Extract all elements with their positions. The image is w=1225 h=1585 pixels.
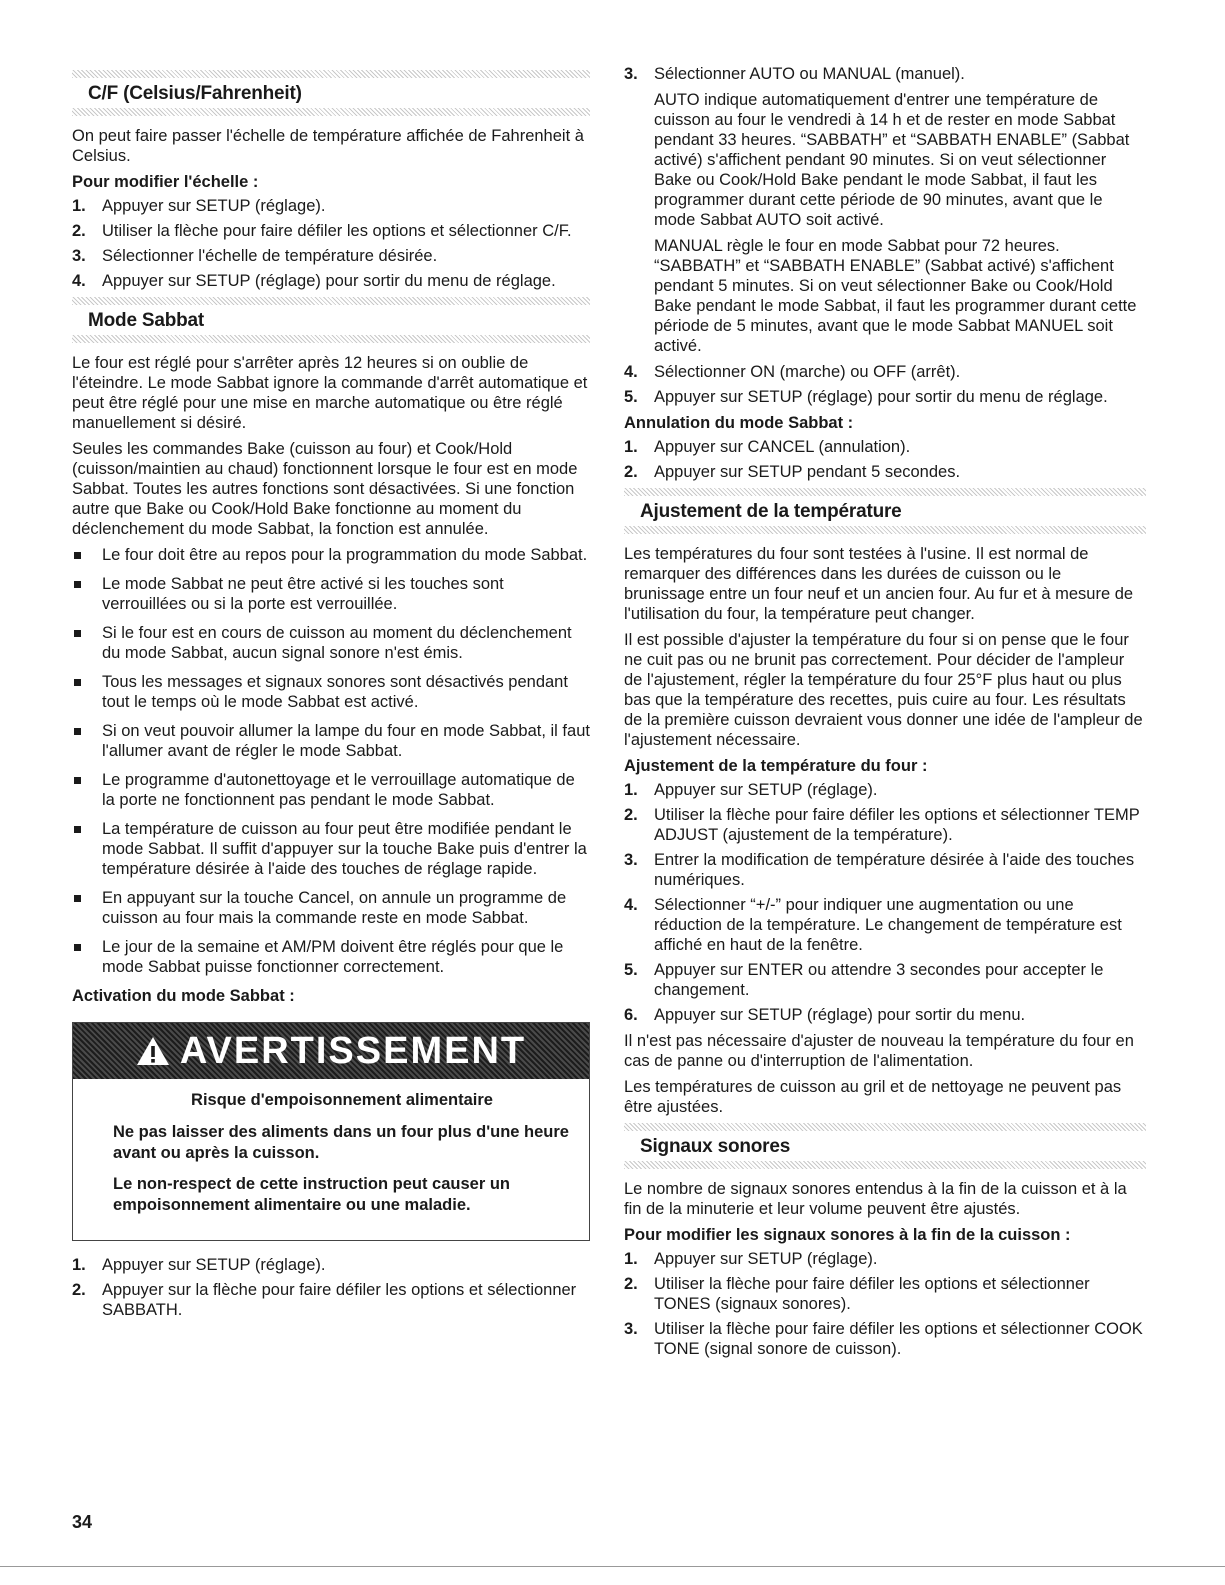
section-header-tones [624,1123,1146,1169]
subheading: Ajustement de la température du four : [624,757,928,775]
list-item: Le mode Sabbat ne peut être activé si les touches sont verrouillées ou si la porte est verrouillée. [72,574,590,614]
list-item: 1. Appuyer sur SETUP (réglage). [624,781,878,799]
section-header-sabbath [72,297,590,343]
paragraph: MANUAL règle le four en mode Sabbat pour 72 heures. “SABBATH” et “SABBATH ENABLE” (Sabbat activé) s'affichent pendant 5 minutes. Si on veut sélectionner Bake ou Cook/Hold Bake pendant le mode Sabbat, il faut les programmer durant cette période de 5 minutes, avant que le mode Sabbat MANUEL soit activé. [654,237,1137,355]
bullet-list-sabbath [72,545,590,977]
steps-list-temp-adjust [624,780,1146,1025]
list-item: Le jour de la semaine et AM/PM doivent être réglés pour que le mode Sabbat puisse fonctionner correctement. [72,937,590,977]
list-item: 3. Entrer la modification de température désirée à l'aide des touches numériques. [624,851,1135,889]
list-item: 5. Appuyer sur ENTER ou attendre 3 secondes pour accepter le changement. [624,961,1104,999]
warning-triangle-icon [136,1036,170,1066]
paragraph: Les températures du four sont testées à l'usine. Il est normal de remarquer des différences dans les durées de cuisson ou le brunissage entre un four neuf et un ancien four. Au fur et à mesure de l'utilisation du four, la température peut changer. [624,545,1134,623]
list-item: 3. Sélectionner AUTO ou MANUAL (manuel). [624,65,965,83]
paragraph: Il est possible d'ajuster la température du four si on pense que le four ne cuit pas ou ne brunit pas correctement. Pour décider de l'ampleur de l'ajustement, régler la température du four 25°F plus haut ou plus bas que la température des recettes, puis cuire au four. Les résultats de la première cuisson devraient vous donner une idée de l'ampleur de l'ajustement nécessaire. [624,631,1143,749]
section-title: Mode Sabbat [88,310,205,331]
list-item: 4. Sélectionner ON (marche) ou OFF (arrêt). [624,363,961,381]
section-title: Signaux sonores [640,1136,791,1157]
list-item: La température de cuisson au four peut être modifiée pendant le mode Sabbat. Il suffit d'appuyer sur la touche Bake puis d'entrer la température désirée à l'aide des touches de réglage rapide. [72,819,590,879]
bullet-icon [74,826,81,833]
list-item: En appuyant sur la touche Cancel, on annule un programme de cuisson au four mais la commande reste en mode Sabbat. [72,888,590,928]
paragraph: Les températures de cuisson au gril et de nettoyage ne peuvent pas être ajustées. [624,1078,1122,1116]
paragraph: Le nombre de signaux sonores entendus à la fin de la cuisson et à la fin de la minuterie et leur volume peuvent être ajustés. [624,1180,1127,1218]
bullet-icon [74,895,81,902]
bullet-icon [74,581,81,588]
paragraph: Il n'est pas nécessaire d'ajuster de nouveau la température du four en cas de panne ou d'interruption de l'alimentation. [624,1032,1134,1070]
warning-box [72,1022,590,1241]
section-header-temp-adjust [624,488,1146,534]
list-item: 2. Utiliser la flèche pour faire défiler les options et sélectionner TEMP ADJUST (ajustement de la température). [624,806,1140,844]
list-item: 5. Appuyer sur SETUP (réglage) pour sortir du menu de réglage. [624,388,1108,406]
list-item: 1. Appuyer sur SETUP (réglage). [72,1256,326,1274]
warning-banner [73,1023,589,1079]
list-item: 1. Appuyer sur SETUP (réglage). [624,1250,878,1268]
steps-list-cancel [624,437,1146,482]
subheading: Activation du mode Sabbat : [72,987,295,1005]
list-item: 4. Appuyer sur SETUP (réglage) pour sortir du menu de réglage. [72,272,556,290]
list-item: 2. Appuyer sur SETUP pendant 5 secondes. [624,463,961,481]
paragraph: AUTO indique automatiquement d'entrer une température de cuisson au four le vendredi à 14 h et de rester en mode Sabbat pendant 33 heures. “SABBATH” et “SABBATH ENABLE” (Sabbat activé) s'affichent pendant 90 minutes. Si on veut sélectionner Bake ou Cook/Hold Bake pendant le mode Sabbat, il faut les programmer durant cette période de 90 minutes, avant que le mode Sabbat AUTO soit activé. [654,91,1130,229]
list-item: 1. Appuyer sur CANCEL (annulation). [624,438,911,456]
section-title: Ajustement de la température [640,501,902,522]
list-item: 4. Sélectionner “+/-” pour indiquer une augmentation ou une réduction de la température. Le changement de température est affiché en haut de la fenêtre. [624,896,1122,954]
list-item: 3. Sélectionner l'échelle de température désirée. [72,247,438,265]
section-title: C/F (Celsius/Fahrenheit) [88,83,302,104]
bullet-icon [74,679,81,686]
list-item: Le programme d'autonettoyage et le verrouillage automatique de la porte ne fonctionnent pas pendant le mode Sabbat. [72,770,590,810]
list-item: 2. Appuyer sur la flèche pour faire défiler les options et sélectionner SABBATH. [72,1281,577,1319]
bullet-icon [74,630,81,637]
bullet-icon [74,552,81,559]
steps-list-tones [624,1249,1146,1359]
steps-list-cf [72,196,590,291]
paragraph: On peut faire passer l'échelle de température affichée de Fahrenheit à Celsius. [72,127,584,165]
warning-text: Ne pas laisser des aliments dans un four plus d'une heure avant ou après la cuisson. [113,1123,569,1162]
steps-list-sabbath [72,1255,590,1320]
list-item: Tous les messages et signaux sonores sont désactivés pendant tout le temps où le mode Sabbat est activé. [72,672,590,712]
warning-heading: Risque d'empoisonnement alimentaire [191,1091,493,1109]
bullet-icon [74,728,81,735]
list-item: Si on veut pouvoir allumer la lampe du four en mode Sabbat, il faut l'allumer avant de régler le mode Sabbat. [72,721,590,761]
list-item: Si le four est en cours de cuisson au moment du déclenchement du mode Sabbat, aucun signal sonore n'est émis. [72,623,590,663]
warning-text: Le non-respect de cette instruction peut causer un empoisonnement alimentaire ou une maladie. [113,1175,510,1214]
subheading: Annulation du mode Sabbat : [624,414,854,432]
paragraph: Le four est réglé pour s'arrêter après 12 heures si on oublie de l'éteindre. Le mode Sabbat ignore la commande d'arrêt automatique et peut être réglé pour une mise en marche automatique ou être réglé manuellement si désiré. [72,354,588,432]
left-column [72,64,590,1326]
list-item: 2. Utiliser la flèche pour faire défiler les options et sélectionner C/F. [72,222,572,240]
bullet-icon [74,944,81,951]
paragraph: Seules les commandes Bake (cuisson au four) et Cook/Hold (cuisson/maintien au chaud) fonctionnent lorsque le four est en mode Sabbat. Toutes les autres fonctions sont désactivées. Si une fonction autre que Bake ou Cook/Hold Bake fonctionne au moment du déclenchement du mode Sabbat, la fonction est annulée. [72,440,578,538]
list-item: Le four doit être au repos pour la programmation du mode Sabbat. [72,545,590,565]
subheading: Pour modifier l'échelle : [72,173,259,191]
steps-list-sabbath-continued [624,64,1146,84]
subheading: Pour modifier les signaux sonores à la fin de la cuisson : [624,1226,1071,1244]
section-header-cf [72,70,590,116]
warning-banner-text: AVERTISSEMENT [179,1029,527,1072]
steps-list-sabbath-end [624,362,1146,407]
bottom-rule [0,1566,1225,1567]
list-item: 3. Utiliser la flèche pour faire défiler les options et sélectionner COOK TONE (signal sonore de cuisson). [624,1320,1143,1358]
list-item: 2. Utiliser la flèche pour faire défiler les options et sélectionner TONES (signaux sonores). [624,1275,1090,1313]
list-item: 1. Appuyer sur SETUP (réglage). [72,197,326,215]
bullet-icon [74,777,81,784]
page-number: 34 [72,1512,93,1532]
list-item: 6. Appuyer sur SETUP (réglage) pour sortir du menu. [624,1006,1026,1024]
right-column [624,64,1146,1365]
